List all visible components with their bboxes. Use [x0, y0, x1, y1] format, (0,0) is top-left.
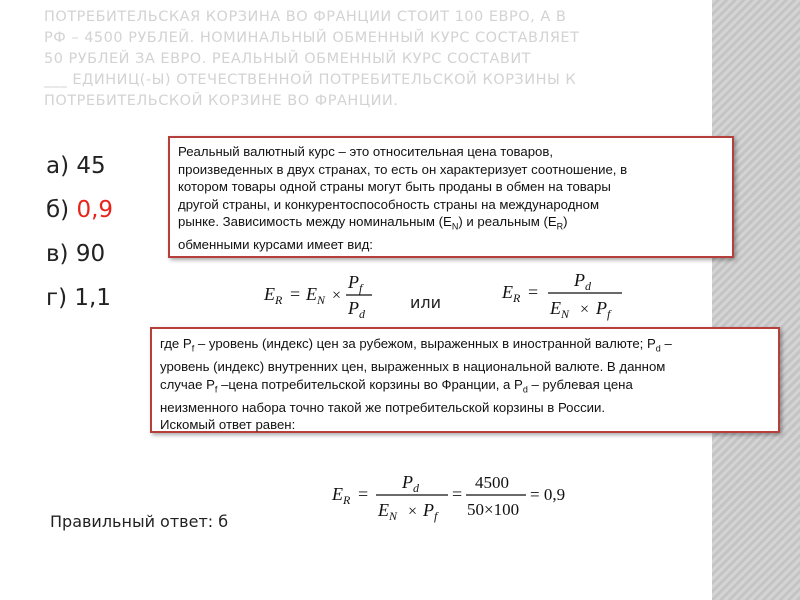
question-line: ___ ЕДИНИЦ(-Ы) ОТЕЧЕСТВЕННОЙ ПОТРЕБИТЕЛЬСКОЙ КОРЗИНЫ К	[44, 72, 577, 88]
svg-text:50×100	[467, 500, 519, 519]
formula-subscript: N	[561, 307, 570, 321]
answer-value: 90	[75, 241, 106, 267]
formula-subscript: f	[607, 307, 611, 321]
question-line: ПОТРЕБИТЕЛЬСКАЯ КОРЗИНА ВО ФРАНЦИИ СТОИТ 100 ЕВРО, А В	[44, 9, 567, 25]
subscript: d	[655, 343, 661, 354]
formula-subscript: R	[513, 291, 521, 305]
formula-subscript: N	[389, 509, 398, 523]
text-segment: ) и реальным (E	[458, 214, 557, 229]
question-line: ПОТРЕБИТЕЛЬСКОЙ КОРЗИНЕ ВО ФРАНЦИИ.	[44, 93, 399, 109]
subscript: R	[556, 221, 564, 232]
explanation-line: уровень (индекс) внутренних цен, выраженных в национальной валюте. В данном	[160, 359, 666, 375]
explanation-line	[160, 376, 770, 399]
text-segment: )	[563, 214, 568, 229]
question-text	[44, 7, 694, 112]
text-segment: где P	[160, 336, 192, 351]
answer-letter: а)	[46, 153, 70, 179]
formula-equals: =	[290, 284, 301, 304]
svg-text:Pd	[401, 472, 420, 495]
subscript: f	[191, 343, 195, 354]
text-segment: –цена потребительской корзины во Франции, а P	[217, 376, 523, 392]
formula-symbol: P	[348, 298, 359, 318]
formula-symbol: E	[306, 284, 317, 304]
formula-number: 50	[467, 500, 484, 519]
definition-line: обменными курсами имеет вид:	[178, 237, 373, 253]
formula-subscript: f	[359, 281, 363, 295]
explanation-line: неизменного набора точно такой же потребительской корзины в России.	[160, 399, 606, 415]
explanation-line	[160, 335, 770, 358]
explanation-box	[150, 327, 780, 433]
text-segment: рынке. Зависимость между номинальным (E	[178, 214, 452, 229]
answer-value: 45	[76, 153, 106, 179]
formula-number: 100	[493, 500, 520, 519]
definition-line	[178, 213, 724, 236]
svg-text:ER	[331, 484, 351, 507]
formula-number: 4500	[475, 473, 509, 492]
formula-symbol: P	[574, 270, 585, 290]
text-segment: – рублевая цена	[527, 376, 633, 392]
answer-value: 1,1	[74, 285, 111, 311]
formula-equals: =	[452, 484, 463, 504]
formula-symbol: P	[423, 500, 434, 520]
formula-operator: ×	[580, 301, 590, 318]
svg-text:EN	[377, 500, 398, 523]
answer-option-c	[46, 234, 113, 278]
formula-operator: ×	[408, 503, 418, 520]
svg-text:Pf	[422, 500, 439, 523]
formula-symbol: E	[332, 484, 343, 504]
formula-calculation	[330, 468, 580, 526]
subscript: d	[522, 384, 528, 395]
answer-letter: б)	[46, 197, 70, 223]
question-line: РФ – 4500 РУБЛЕЙ. НОМИНАЛЬНЫЙ ОБМЕННЫЙ КУРС СОСТАВЛЯЕТ	[44, 30, 580, 46]
svg-text:ER	[263, 284, 283, 307]
svg-text:Pd	[347, 298, 366, 321]
formula-symbol: P	[348, 272, 359, 292]
answer-option-d	[46, 278, 113, 322]
answer-option-a	[46, 146, 113, 190]
explanation-line: Искомый ответ равен:	[160, 417, 296, 433]
formula-real-rate-2	[500, 266, 630, 324]
formula-symbol: E	[550, 298, 561, 318]
text-segment: –	[660, 336, 672, 351]
answer-options	[46, 146, 113, 322]
formula-symbol: E	[378, 500, 389, 520]
or-label: или	[410, 293, 442, 312]
definition-line: котором товары одной страны могут быть проданы в обмен на товары	[178, 179, 611, 194]
formula-subscript: d	[413, 481, 419, 495]
formula-operator: ×	[484, 500, 494, 519]
formula-real-rate-1	[262, 266, 382, 324]
formula-equals: =	[358, 484, 369, 504]
svg-text:EN	[305, 284, 326, 307]
answer-letter: г)	[46, 285, 68, 311]
svg-text:Pd	[573, 270, 592, 293]
correct-answer: Правильный ответ: б	[50, 512, 229, 531]
question-line: 50 РУБЛЕЙ ЗА ЕВРО. РЕАЛЬНЫЙ ОБМЕННЫЙ КУРС СОСТАВИТ	[44, 51, 532, 67]
svg-text:Pf	[347, 272, 364, 295]
formula-subscript: f	[434, 509, 438, 523]
formula-symbol: P	[402, 472, 413, 492]
formula-subscript: N	[317, 293, 326, 307]
formula-subscript: R	[343, 493, 351, 507]
decorative-side-band	[712, 0, 800, 600]
definition-line: другой страны, и конкурентоспособность страны на международном	[178, 196, 600, 212]
formula-equals: =	[528, 282, 539, 302]
formula-subscript: d	[585, 279, 591, 293]
formula-symbol: E	[264, 284, 275, 304]
subscript: f	[214, 384, 218, 395]
formula-subscript: R	[275, 293, 283, 307]
text-segment: – уровень (индекс) цен за рубежом, выраженных в иностранной валюте; P	[194, 336, 656, 351]
svg-text:Pf	[595, 298, 612, 321]
formula-operator: ×	[332, 287, 342, 304]
formula-result: = 0,9	[530, 485, 566, 504]
text-segment: случае P	[160, 376, 215, 392]
answer-letter: в)	[46, 241, 69, 267]
svg-text:EN	[549, 298, 570, 321]
formula-subscript: d	[359, 307, 365, 321]
answer-value: 0,9	[76, 197, 114, 223]
definition-line: произведенных в двух странах, то есть он характеризует соотношение, в	[178, 161, 628, 177]
formula-symbol: P	[596, 298, 607, 318]
answer-option-b	[46, 190, 113, 234]
definition-line: Реальный валютный курс – это относительная цена товаров,	[178, 144, 554, 159]
svg-text:ER	[501, 282, 521, 305]
definition-box	[168, 136, 734, 258]
subscript: N	[451, 221, 459, 232]
formula-symbol: E	[502, 282, 513, 302]
